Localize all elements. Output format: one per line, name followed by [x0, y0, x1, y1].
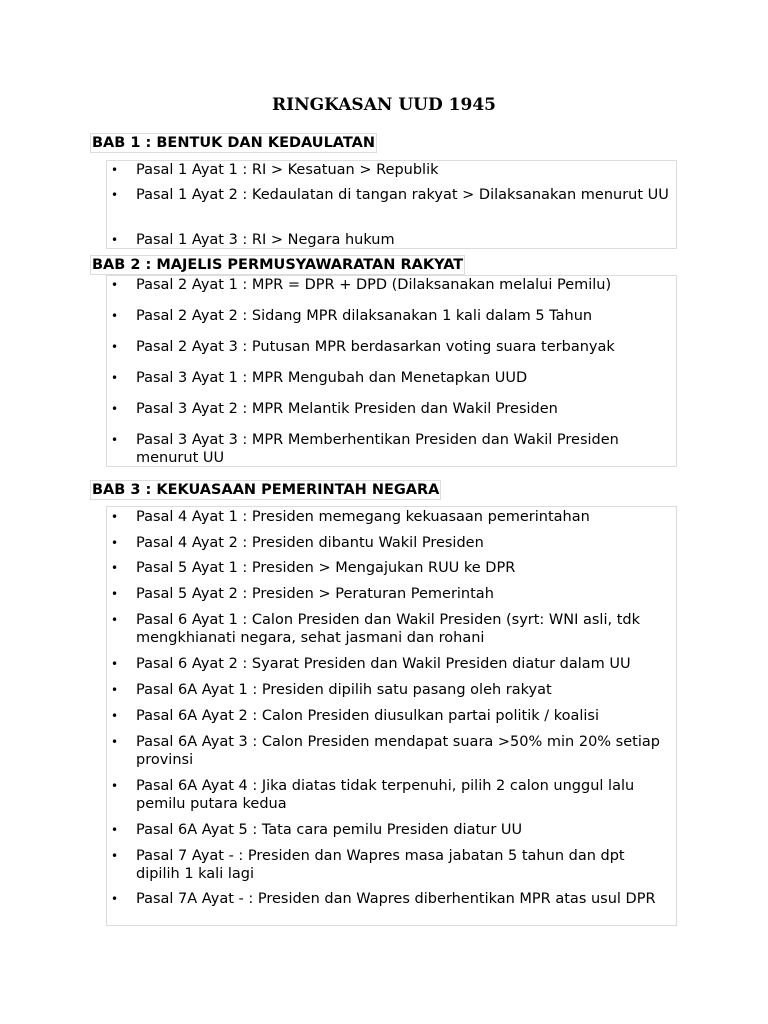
bab-1-heading: BAB 1 : BENTUK DAN KEDAULATAN [92, 135, 376, 151]
list-item [107, 431, 667, 467]
list-item-text: Pasal 2 Ayat 2 : Sidang MPR dilaksanakan 1 kali dalam 5 Tahun [136, 308, 593, 324]
list-item [107, 369, 667, 387]
bullet-icon: • [111, 561, 119, 575]
list-item-text: Pasal 7 Ayat - : Presiden dan Wapres masa jabatan 5 tahun dan dpt dipilih 1 kali lagi [136, 848, 625, 882]
list-item-text: Pasal 6A Ayat 3 : Calon Presiden mendapat suara >50% min 20% setiap provinsi [136, 734, 660, 768]
bullet-icon: • [111, 433, 119, 447]
list-item [107, 231, 667, 249]
bullet-icon: • [111, 163, 119, 177]
list-item-text: Pasal 4 Ayat 1 : Presiden memegang kekuasaan pemerintahan [136, 509, 590, 525]
list-item [107, 655, 667, 673]
list-item [107, 161, 667, 179]
list-item [107, 186, 667, 204]
bab-1-list [106, 160, 677, 249]
list-item-text: Pasal 6 Ayat 1 : Calon Presiden dan Wakil Presiden (syrt: WNI asli, tdk mengkhianati negara, sehat jasmani dan rohani [136, 612, 640, 646]
list-item-text: Pasal 6A Ayat 2 : Calon Presiden diusulkan partai politik / koalisi [136, 708, 600, 724]
bullet-icon: • [111, 849, 119, 863]
bullet-icon: • [111, 892, 119, 906]
bab-2-list [106, 275, 677, 467]
list-item [107, 733, 667, 769]
bullet-icon: • [111, 188, 119, 202]
list-item [107, 707, 667, 725]
bullet-icon: • [111, 823, 119, 837]
bullet-icon: • [111, 278, 119, 292]
list-item [107, 847, 667, 883]
list-item-text: Pasal 4 Ayat 2 : Presiden dibantu Wakil Presiden [136, 535, 484, 551]
list-item [107, 585, 667, 603]
list-item [107, 559, 667, 577]
list-item-text: Pasal 1 Ayat 3 : RI > Negara hukum [136, 232, 395, 248]
list-item [107, 890, 667, 908]
list-item-text: Pasal 3 Ayat 2 : MPR Melantik Presiden dan Wakil Presiden [136, 401, 558, 417]
bullet-icon: • [111, 735, 119, 749]
list-item [107, 611, 667, 647]
list-item-text: Pasal 6A Ayat 4 : Jika diatas tidak terpenuhi, pilih 2 calon unggul lalu pemilu putara kedua [136, 778, 635, 812]
list-item [107, 400, 667, 418]
list-item [107, 534, 667, 552]
bab-3-list [106, 506, 677, 926]
bab-3-heading: BAB 3 : KEKUASAAN PEMERINTAH NEGARA [92, 482, 440, 498]
bullet-icon: • [111, 371, 119, 385]
list-item-text: Pasal 5 Ayat 1 : Presiden > Mengajukan RUU ke DPR [136, 560, 516, 576]
bullet-icon: • [111, 657, 119, 671]
list-item-text: Pasal 2 Ayat 1 : MPR = DPR + DPD (Dilaksanakan melalui Pemilu) [136, 277, 612, 293]
bullet-icon: • [111, 309, 119, 323]
list-item [107, 338, 667, 356]
bullet-icon: • [111, 340, 119, 354]
list-item-text: Pasal 2 Ayat 3 : Putusan MPR berdasarkan voting suara terbanyak [136, 339, 615, 355]
list-item [107, 276, 667, 294]
bullet-icon: • [111, 510, 119, 524]
list-item-text: Pasal 1 Ayat 2 : Kedaulatan di tangan rakyat > Dilaksanakan menurut UU [136, 187, 669, 203]
list-item [107, 508, 667, 526]
bullet-icon: • [111, 587, 119, 601]
list-item [107, 681, 667, 699]
list-item-text: Pasal 6A Ayat 1 : Presiden dipilih satu pasang oleh rakyat [136, 682, 552, 698]
bullet-icon: • [111, 233, 119, 247]
list-item-text: Pasal 3 Ayat 3 : MPR Memberhentikan Presiden dan Wakil Presiden menurut UU [136, 432, 619, 466]
list-item-text: Pasal 5 Ayat 2 : Presiden > Peraturan Pemerintah [136, 586, 494, 602]
list-item-text: Pasal 1 Ayat 1 : RI > Kesatuan > Republik [136, 162, 439, 178]
list-item [107, 821, 667, 839]
list-item-text: Pasal 7A Ayat - : Presiden dan Wapres diberhentikan MPR atas usul DPR [136, 891, 656, 907]
bullet-icon: • [111, 613, 119, 627]
bab-2-heading: BAB 2 : MAJELIS PERMUSYAWARATAN RAKYAT [92, 257, 464, 273]
bullet-icon: • [111, 402, 119, 416]
list-item-text: Pasal 3 Ayat 1 : MPR Mengubah dan Menetapkan UUD [136, 370, 528, 386]
bullet-icon: • [111, 683, 119, 697]
bullet-icon: • [111, 709, 119, 723]
document-title: RINGKASAN UUD 1945 [272, 95, 496, 115]
bullet-icon: • [111, 779, 119, 793]
list-item-text: Pasal 6 Ayat 2 : Syarat Presiden dan Wakil Presiden diatur dalam UU [136, 656, 631, 672]
list-item [107, 777, 667, 813]
bullet-icon: • [111, 536, 119, 550]
list-item-text: Pasal 6A Ayat 5 : Tata cara pemilu Presiden diatur UU [136, 822, 523, 838]
list-item [107, 307, 667, 325]
